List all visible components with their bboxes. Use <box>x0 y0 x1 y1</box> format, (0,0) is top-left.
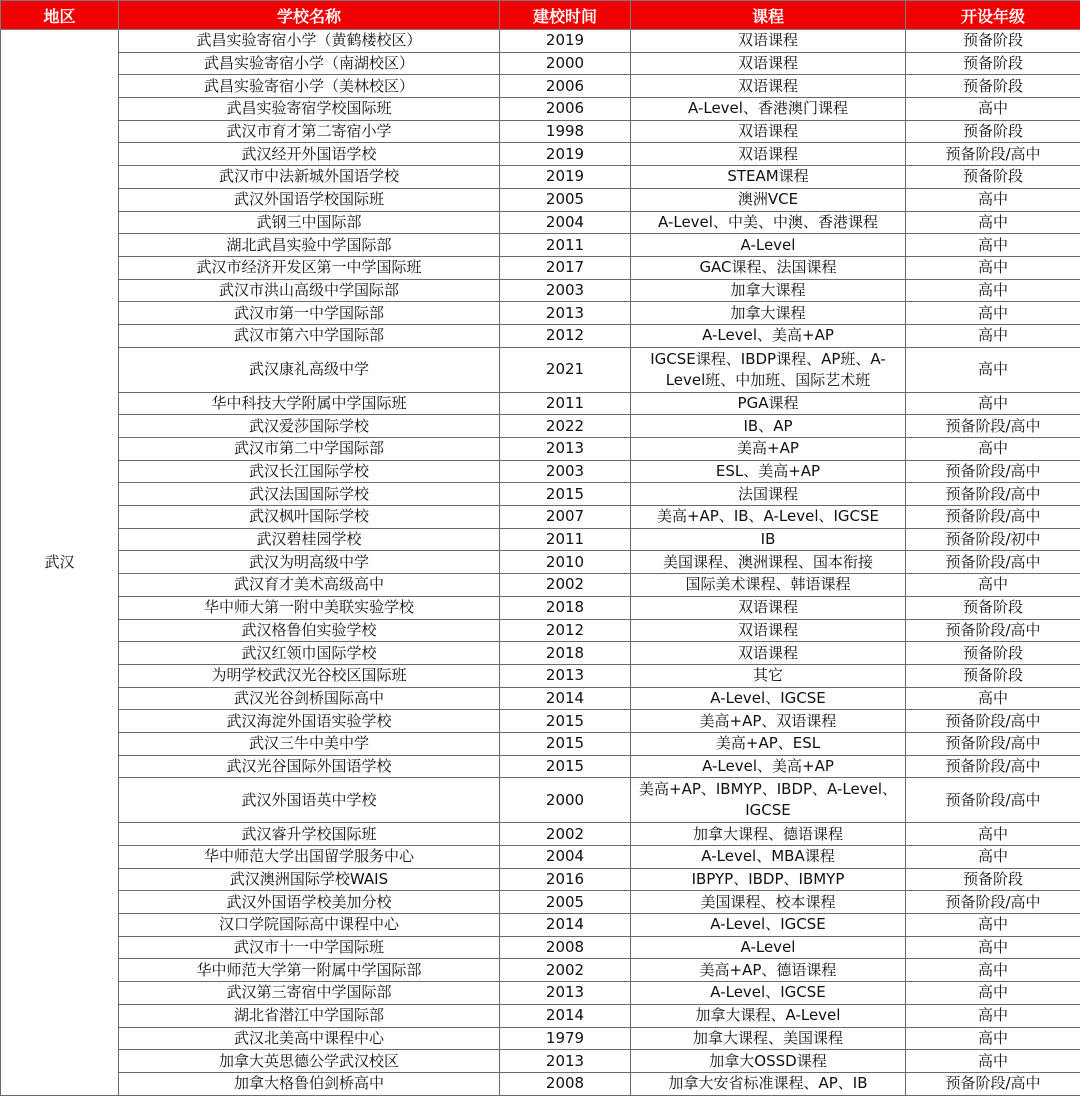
school-name-cell: 武汉外国语学校国际班 <box>119 188 500 211</box>
course-cell: 法国课程 <box>631 483 906 506</box>
table-row <box>1 415 1080 438</box>
school-name-cell: 武汉市洪山高级中学国际部 <box>119 279 500 302</box>
course-cell: A-Level <box>631 234 906 257</box>
school-name-cell: 华中师范大学出国留学服务中心 <box>119 846 500 869</box>
table-row <box>1 211 1080 234</box>
table-row <box>1 596 1080 619</box>
course-cell: 双语课程 <box>631 143 906 166</box>
table-row <box>1 324 1080 347</box>
school-name-cell: 为明学校武汉光谷校区国际班 <box>119 664 500 687</box>
table-row <box>1 914 1080 937</box>
header-year: 建校时间 <box>500 1 631 30</box>
grade-cell: 预备阶段/高中 <box>906 710 1080 733</box>
table-row <box>1 574 1080 597</box>
course-cell: 美高+AP、IB、A-Level、IGCSE <box>631 506 906 529</box>
year-cell: 2022 <box>500 415 631 438</box>
table-row <box>1 30 1080 53</box>
year-cell: 2002 <box>500 574 631 597</box>
course-cell: A-Level、MBA课程 <box>631 846 906 869</box>
course-cell: A-Level <box>631 936 906 959</box>
course-cell: IB <box>631 528 906 551</box>
grade-cell: 预备阶段 <box>906 30 1080 53</box>
course-cell: 双语课程 <box>631 52 906 75</box>
year-cell: 2018 <box>500 596 631 619</box>
year-cell: 2006 <box>500 75 631 98</box>
table-row <box>1 506 1080 529</box>
table-row <box>1 166 1080 189</box>
table-row <box>1 279 1080 302</box>
year-cell: 2000 <box>500 778 631 823</box>
grade-cell: 预备阶段 <box>906 166 1080 189</box>
year-cell: 2013 <box>500 664 631 687</box>
year-cell: 2016 <box>500 868 631 891</box>
grade-cell: 预备阶段 <box>906 642 1080 665</box>
grade-cell: 高中 <box>906 188 1080 211</box>
table-row <box>1 959 1080 982</box>
course-cell: 澳洲VCE <box>631 188 906 211</box>
course-cell: 美高+AP、德语课程 <box>631 959 906 982</box>
grade-cell: 高中 <box>906 324 1080 347</box>
table-row <box>1 664 1080 687</box>
school-name-cell: 武汉澳洲国际学校WAIS <box>119 868 500 891</box>
school-name-cell: 武汉光谷剑桥国际高中 <box>119 687 500 710</box>
year-cell: 2005 <box>500 188 631 211</box>
school-name-cell: 武汉经开外国语学校 <box>119 143 500 166</box>
grade-cell: 预备阶段 <box>906 664 1080 687</box>
year-cell: 2006 <box>500 98 631 121</box>
year-cell: 2008 <box>500 936 631 959</box>
table-row <box>1 438 1080 461</box>
school-name-cell: 武汉北美高中课程中心 <box>119 1027 500 1050</box>
year-cell: 2014 <box>500 914 631 937</box>
year-cell: 2002 <box>500 959 631 982</box>
course-cell: A-Level、美高+AP <box>631 324 906 347</box>
header-row <box>1 1 1080 30</box>
course-cell: A-Level、IGCSE <box>631 914 906 937</box>
course-cell: A-Level、香港澳门课程 <box>631 98 906 121</box>
grade-cell: 高中 <box>906 211 1080 234</box>
course-cell: A-Level、美高+AP <box>631 755 906 778</box>
year-cell: 2015 <box>500 732 631 755</box>
school-name-cell: 武汉三牛中美中学 <box>119 732 500 755</box>
course-cell: 其它 <box>631 664 906 687</box>
year-cell: 2003 <box>500 279 631 302</box>
school-name-cell: 武汉市育才第二寄宿小学 <box>119 120 500 143</box>
school-name-cell: 武汉法国国际学校 <box>119 483 500 506</box>
course-cell: 美国课程、澳洲课程、国本衔接 <box>631 551 906 574</box>
course-cell: 美高+AP、IBMYP、IBDP、A-Level、IGCSE <box>631 778 906 823</box>
school-name-cell: 武汉爱莎国际学校 <box>119 415 500 438</box>
table-row <box>1 460 1080 483</box>
course-cell: 加拿大课程 <box>631 302 906 325</box>
course-cell: 加拿大安省标准课程、AP、IB <box>631 1072 906 1095</box>
school-name-cell: 武汉第三寄宿中学国际部 <box>119 982 500 1005</box>
table-row <box>1 732 1080 755</box>
school-name-cell: 武汉市十一中学国际班 <box>119 936 500 959</box>
course-cell: 双语课程 <box>631 30 906 53</box>
year-cell: 2012 <box>500 619 631 642</box>
school-name-cell: 武汉为明高级中学 <box>119 551 500 574</box>
grade-cell: 预备阶段 <box>906 52 1080 75</box>
year-cell: 2013 <box>500 438 631 461</box>
school-name-cell: 武汉外国语英中学校 <box>119 778 500 823</box>
table-row <box>1 143 1080 166</box>
grade-cell: 高中 <box>906 982 1080 1005</box>
table-row <box>1 98 1080 121</box>
table-row <box>1 256 1080 279</box>
header-region: 地区 <box>1 1 119 30</box>
table-row <box>1 755 1080 778</box>
grade-cell: 预备阶段/高中 <box>906 483 1080 506</box>
grade-cell: 高中 <box>906 687 1080 710</box>
school-name-cell: 武汉长江国际学校 <box>119 460 500 483</box>
year-cell: 2019 <box>500 143 631 166</box>
grade-cell: 高中 <box>906 438 1080 461</box>
grade-cell: 高中 <box>906 914 1080 937</box>
school-name-cell: 华中科技大学附属中学国际班 <box>119 392 500 415</box>
school-name-cell: 武汉枫叶国际学校 <box>119 506 500 529</box>
year-cell: 2017 <box>500 256 631 279</box>
school-name-cell: 加拿大格鲁伯剑桥高中 <box>119 1072 500 1095</box>
school-name-cell: 武昌实验寄宿学校国际班 <box>119 98 500 121</box>
grade-cell: 预备阶段/高中 <box>906 891 1080 914</box>
school-name-cell: 武钢三中国际部 <box>119 211 500 234</box>
grade-cell: 高中 <box>906 347 1080 392</box>
year-cell: 2018 <box>500 642 631 665</box>
course-cell: 国际美术课程、韩语课程 <box>631 574 906 597</box>
year-cell: 2000 <box>500 52 631 75</box>
course-cell: IB、AP <box>631 415 906 438</box>
table-row <box>1 619 1080 642</box>
year-cell: 2003 <box>500 460 631 483</box>
table-row <box>1 642 1080 665</box>
course-cell: IBPYP、IBDP、IBMYP <box>631 868 906 891</box>
school-name-cell: 湖北武昌实验中学国际部 <box>119 234 500 257</box>
year-cell: 2013 <box>500 982 631 1005</box>
school-name-cell: 武汉市中法新城外国语学校 <box>119 166 500 189</box>
grade-cell: 高中 <box>906 234 1080 257</box>
grade-cell: 高中 <box>906 823 1080 846</box>
course-cell: 双语课程 <box>631 596 906 619</box>
table-row <box>1 823 1080 846</box>
grade-cell: 预备阶段 <box>906 120 1080 143</box>
course-cell: 双语课程 <box>631 120 906 143</box>
grade-cell: 预备阶段/高中 <box>906 506 1080 529</box>
grade-cell: 高中 <box>906 1027 1080 1050</box>
year-cell: 2010 <box>500 551 631 574</box>
year-cell: 2008 <box>500 1072 631 1095</box>
year-cell: 2015 <box>500 710 631 733</box>
grade-cell: 预备阶段/高中 <box>906 755 1080 778</box>
course-cell: STEAM课程 <box>631 166 906 189</box>
school-name-cell: 武昌实验寄宿小学（南湖校区） <box>119 52 500 75</box>
year-cell: 2019 <box>500 30 631 53</box>
school-name-cell: 武昌实验寄宿小学（黄鹤楼校区） <box>119 30 500 53</box>
grade-cell: 高中 <box>906 98 1080 121</box>
school-name-cell: 华中师大第一附中美联实验学校 <box>119 596 500 619</box>
year-cell: 2012 <box>500 324 631 347</box>
grade-cell: 预备阶段/初中 <box>906 528 1080 551</box>
year-cell: 2011 <box>500 392 631 415</box>
school-name-cell: 武昌实验寄宿小学（美林校区） <box>119 75 500 98</box>
course-cell: 美高+AP、ESL <box>631 732 906 755</box>
course-cell: 加拿大OSSD课程 <box>631 1050 906 1073</box>
year-cell: 2004 <box>500 846 631 869</box>
table-row <box>1 75 1080 98</box>
course-cell: 加拿大课程、A-Level <box>631 1004 906 1027</box>
table-row <box>1 778 1080 823</box>
table-row <box>1 710 1080 733</box>
grade-cell: 高中 <box>906 936 1080 959</box>
grade-cell: 预备阶段 <box>906 75 1080 98</box>
table-row <box>1 936 1080 959</box>
year-cell: 2021 <box>500 347 631 392</box>
school-name-cell: 武汉市经济开发区第一中学国际班 <box>119 256 500 279</box>
grade-cell: 预备阶段/高中 <box>906 732 1080 755</box>
grade-cell: 预备阶段 <box>906 868 1080 891</box>
school-name-cell: 武汉市第六中学国际部 <box>119 324 500 347</box>
course-cell: 加拿大课程 <box>631 279 906 302</box>
school-name-cell: 汉口学院国际高中课程中心 <box>119 914 500 937</box>
table-row <box>1 347 1080 392</box>
course-cell: IGCSE课程、IBDP课程、AP班、A-Level班、中加班、国际艺术班 <box>631 347 906 392</box>
grade-cell: 预备阶段/高中 <box>906 619 1080 642</box>
grade-cell: 高中 <box>906 302 1080 325</box>
table-row <box>1 891 1080 914</box>
header-course: 课程 <box>631 1 906 30</box>
table-row <box>1 1050 1080 1073</box>
course-cell: ESL、美高+AP <box>631 460 906 483</box>
grade-cell: 高中 <box>906 1004 1080 1027</box>
table-row <box>1 302 1080 325</box>
year-cell: 1979 <box>500 1027 631 1050</box>
course-cell: A-Level、IGCSE <box>631 982 906 1005</box>
table-row <box>1 1027 1080 1050</box>
school-name-cell: 武汉康礼高级中学 <box>119 347 500 392</box>
table-row <box>1 868 1080 891</box>
grade-cell: 高中 <box>906 392 1080 415</box>
school-name-cell: 湖北省潜江中学国际部 <box>119 1004 500 1027</box>
school-name-cell: 华中师范大学第一附属中学国际部 <box>119 959 500 982</box>
school-name-cell: 武汉市第一中学国际部 <box>119 302 500 325</box>
grade-cell: 预备阶段 <box>906 596 1080 619</box>
table-row <box>1 483 1080 506</box>
table-row <box>1 120 1080 143</box>
school-name-cell: 武汉光谷国际外国语学校 <box>119 755 500 778</box>
table-row <box>1 551 1080 574</box>
grade-cell: 高中 <box>906 1050 1080 1073</box>
grade-cell: 预备阶段/高中 <box>906 415 1080 438</box>
course-cell: 双语课程 <box>631 75 906 98</box>
year-cell: 2005 <box>500 891 631 914</box>
year-cell: 2013 <box>500 302 631 325</box>
course-cell: 加拿大课程、美国课程 <box>631 1027 906 1050</box>
course-cell: 美高+AP、双语课程 <box>631 710 906 733</box>
grade-cell: 预备阶段/高中 <box>906 460 1080 483</box>
course-cell: 双语课程 <box>631 642 906 665</box>
grade-cell: 预备阶段/高中 <box>906 1072 1080 1095</box>
year-cell: 2011 <box>500 528 631 551</box>
school-name-cell: 武汉格鲁伯实验学校 <box>119 619 500 642</box>
school-name-cell: 加拿大英思德公学武汉校区 <box>119 1050 500 1073</box>
course-cell: 美国课程、校本课程 <box>631 891 906 914</box>
year-cell: 1998 <box>500 120 631 143</box>
year-cell: 2019 <box>500 166 631 189</box>
table-row <box>1 687 1080 710</box>
grade-cell: 预备阶段/高中 <box>906 143 1080 166</box>
year-cell: 2015 <box>500 755 631 778</box>
grade-cell: 高中 <box>906 959 1080 982</box>
table-row <box>1 982 1080 1005</box>
school-name-cell: 武汉海淀外国语实验学校 <box>119 710 500 733</box>
grade-cell: 高中 <box>906 279 1080 302</box>
school-name-cell: 武汉睿升学校国际班 <box>119 823 500 846</box>
year-cell: 2002 <box>500 823 631 846</box>
table-row <box>1 846 1080 869</box>
year-cell: 2004 <box>500 211 631 234</box>
year-cell: 2015 <box>500 483 631 506</box>
grade-cell: 预备阶段/高中 <box>906 778 1080 823</box>
school-name-cell: 武汉市第二中学国际部 <box>119 438 500 461</box>
course-cell: GAC课程、法国课程 <box>631 256 906 279</box>
grade-cell: 高中 <box>906 846 1080 869</box>
school-name-cell: 武汉碧桂园学校 <box>119 528 500 551</box>
course-cell: 美高+AP <box>631 438 906 461</box>
course-cell: 双语课程 <box>631 619 906 642</box>
table-row <box>1 188 1080 211</box>
table-row <box>1 392 1080 415</box>
grade-cell: 预备阶段/高中 <box>906 551 1080 574</box>
header-grade: 开设年级 <box>906 1 1080 30</box>
year-cell: 2013 <box>500 1050 631 1073</box>
table-row <box>1 52 1080 75</box>
table-row <box>1 1072 1080 1095</box>
school-name-cell: 武汉外国语学校美加分校 <box>119 891 500 914</box>
table-row <box>1 234 1080 257</box>
course-cell: 加拿大课程、德语课程 <box>631 823 906 846</box>
table-row <box>1 528 1080 551</box>
course-cell: PGA课程 <box>631 392 906 415</box>
school-name-cell: 武汉红领巾国际学校 <box>119 642 500 665</box>
course-cell: A-Level、IGCSE <box>631 687 906 710</box>
course-cell: A-Level、中美、中澳、香港课程 <box>631 211 906 234</box>
table-body <box>1 30 1080 1096</box>
year-cell: 2014 <box>500 1004 631 1027</box>
year-cell: 2014 <box>500 687 631 710</box>
year-cell: 2011 <box>500 234 631 257</box>
region-cell: 武汉 <box>1 30 119 1096</box>
grade-cell: 高中 <box>906 256 1080 279</box>
header-school: 学校名称 <box>119 1 500 30</box>
table-row <box>1 1004 1080 1027</box>
school-name-cell: 武汉育才美术高级高中 <box>119 574 500 597</box>
year-cell: 2007 <box>500 506 631 529</box>
grade-cell: 高中 <box>906 574 1080 597</box>
